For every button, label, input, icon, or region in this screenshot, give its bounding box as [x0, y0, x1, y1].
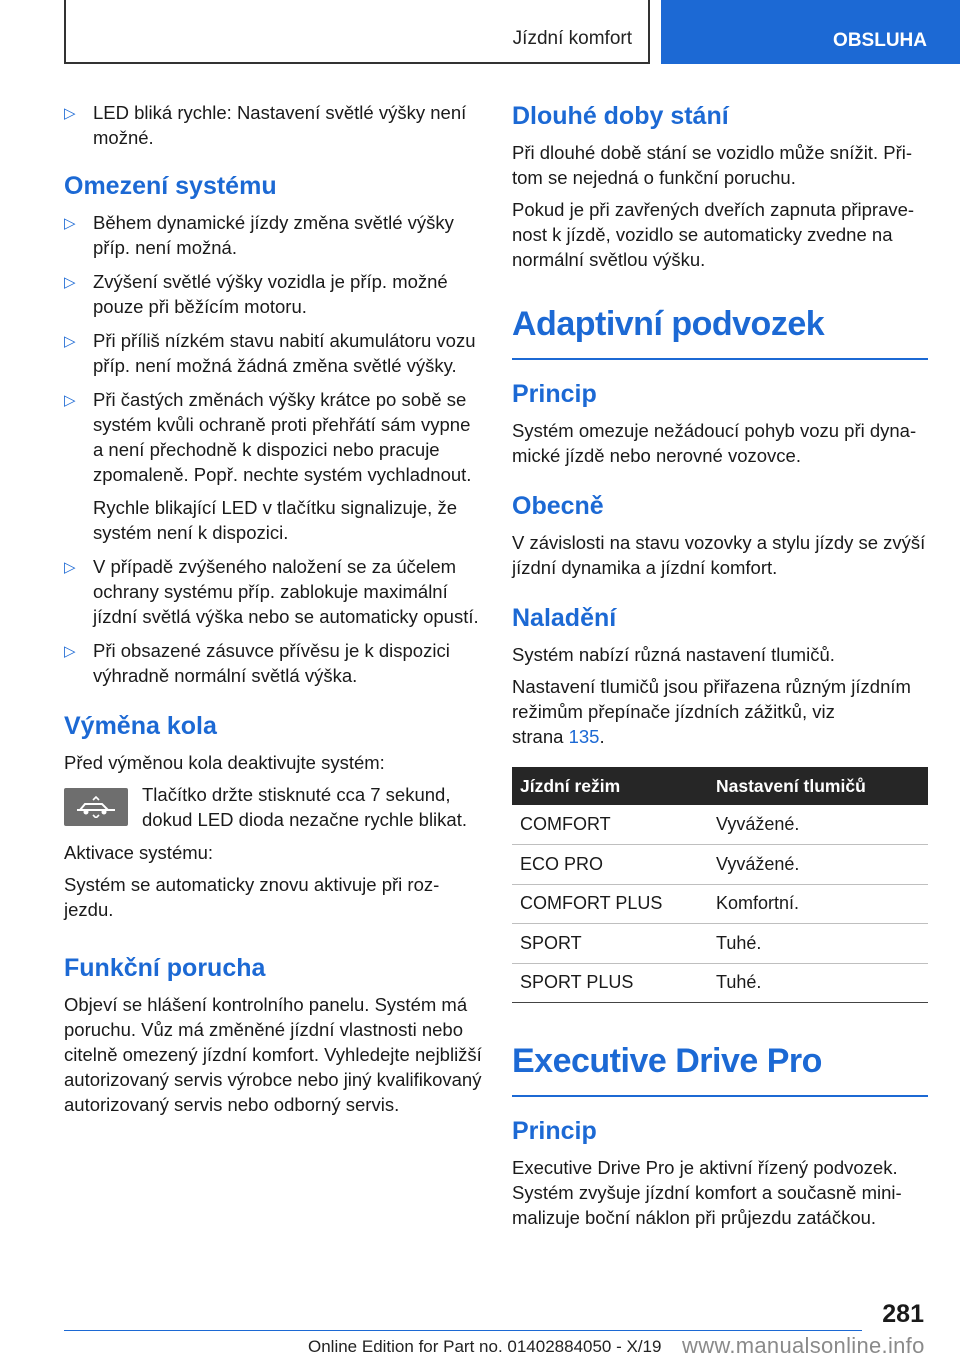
list-item: ▷ Během dynamické jízdy změna světlé výšky příp. není možná. — [64, 212, 454, 258]
executive-principle-text-1: Executive Drive Pro je aktivní řízený podvozek. — [512, 1157, 898, 1178]
malfunction-text: Objeví se hlášení kontrolního panelu. Systém má poruchu. Vůz má změněné jízdní vlastnosti nebo citelně omezený jízdní komfort. Vyhledejte nejbližší autorizovaný servis výrobce nebo jiný kvalifikovaný autorizovaný servis nebo odborný servis. — [64, 994, 482, 1115]
list-item: ▷ Při obsazené zásuvce přívěsu je k dispozici výhradně normální světlá výška. — [64, 640, 450, 686]
adaptive-principle-heading: Princip — [512, 380, 597, 408]
adaptive-tuning-text-2: Nastavení tlumičů jsou přiřazena různým jízdním režimům přepínače jízdních zážitků, viz strana 135. — [512, 676, 911, 747]
list-item: ▷ Při příliš nízkém stavu nabití akumulátoru vozu příp. není možná žádná změna světlé výšky. — [64, 330, 476, 376]
executive-drive-heading: Executive Drive Pro — [512, 1039, 928, 1097]
table-row — [512, 924, 928, 964]
table-header-cell: Jízdní režim — [512, 767, 708, 805]
long-parking-text-1: Při dlouhé době stání se vozidlo může snížit. Přitom se nejedná o funkční poruchu. — [512, 142, 913, 188]
table-cell: SPORT PLUS — [512, 963, 708, 1003]
table-row — [512, 845, 928, 885]
system-limits-heading: Omezení systému — [64, 172, 277, 200]
table-header-row — [512, 767, 928, 805]
list-item-note: Rychle blikající LED v tlačítku signalizuje, že systém není k dispozici. — [93, 497, 457, 543]
header-section-box — [64, 0, 650, 64]
table-cell: Komfortní. — [708, 884, 928, 924]
header-chapter-label: OBSLUHA — [833, 30, 927, 51]
table-row — [512, 963, 928, 1003]
adaptive-tuning-heading: Naladění — [512, 604, 617, 632]
activation-label: Aktivace systému: — [64, 842, 214, 863]
adaptive-general-text: V závislosti na stavu vozovky a stylu jízdy se zvýší jízdní dynamika a jízdní komfort. — [512, 532, 926, 578]
triangle-bullet-icon: ▷ — [64, 392, 76, 409]
list-item: ▷ Zvýšení světlé výšky vozidla je příp. možné pouze při běžícím motoru. — [64, 271, 448, 317]
adaptive-tuning-text-1: Systém nabízí různá nastavení tlumičů. — [512, 644, 835, 665]
triangle-bullet-icon: ▷ — [64, 274, 76, 291]
list-item: ▷ V případě zvýšeného naložení se za účelem ochrany systému příp. zablokuje maximální jízdní světlá výška nebo se automaticky opustí. — [64, 556, 479, 627]
list-item: ▷ LED bliká rychle: Nastavení světlé výšky není možné. — [64, 102, 467, 148]
right-column — [512, 100, 928, 1237]
adaptive-general-heading: Obecně — [512, 492, 604, 520]
executive-principle-heading: Princip — [512, 1117, 597, 1145]
car-lift-icon — [64, 788, 128, 826]
footer-divider — [64, 1330, 862, 1331]
triangle-bullet-icon: ▷ — [64, 333, 76, 350]
table-cell: ECO PRO — [512, 845, 708, 885]
table-cell: Vyvážené. — [708, 805, 928, 845]
table-header-cell: Nastavení tlumičů — [708, 767, 928, 805]
list-item: ▷ Při častých změnách výšky krátce po sobě se systém kvůli ochraně proti přehřátí sám vypne a není přechodně k dispozici nebo pracuje zpomaleně. Popř. nechte systém vychladnout. Rychle blikající LED v tlačítku signalizuje, že systém není k dispozici. — [64, 387, 482, 545]
page-number: 281 — [882, 1300, 924, 1328]
table-cell: COMFORT PLUS — [512, 884, 708, 924]
edition-text: Online Edition for Part no. 01402884050 - X/19 — [308, 1337, 662, 1356]
watermark-text: www.manualsonline.info — [682, 1333, 925, 1358]
triangle-bullet-icon: ▷ — [64, 215, 76, 232]
long-parking-heading: Dlouhé doby stání — [512, 102, 729, 130]
page-reference-link[interactable]: 135 — [568, 726, 600, 747]
table-cell: COMFORT — [512, 805, 708, 845]
table-cell: Tuhé. — [708, 924, 928, 964]
header-chapter-tab[interactable] — [661, 0, 960, 64]
triangle-bullet-icon: ▷ — [64, 105, 76, 122]
malfunction-heading: Funkční porucha — [64, 954, 266, 982]
system-limits-list — [64, 210, 482, 688]
triangle-bullet-icon: ▷ — [64, 643, 76, 660]
table-cell: Vyvážené. — [708, 845, 928, 885]
table-row — [512, 884, 928, 924]
header-section-title: Jízdní komfort — [512, 28, 632, 49]
wheel-change-heading: Výměna kola — [64, 712, 217, 740]
table-cell: SPORT — [512, 924, 708, 964]
long-parking-text-2: Pokud je při zavřených dveřích zapnuta připravenost k jízdě, vozidlo se automaticky zvedne na normální světlou výšku. — [512, 199, 915, 270]
damper-settings-table — [512, 767, 928, 1003]
executive-principle-text-2: Systém zvyšuje jízdní komfort a současně minimalizuje boční náklon při průjezdu zatáčkou. — [512, 1182, 902, 1228]
table-cell: Tuhé. — [708, 963, 928, 1003]
button-instruction-text: Tlačítko držte stisknuté cca 7 sekund, dokud LED dioda nezačne rychle blikat. — [142, 784, 467, 830]
wheel-change-intro: Před výměnou kola deaktivujte systém: — [64, 752, 385, 773]
intro-bullet-list — [64, 100, 482, 150]
adaptive-principle-text: Systém omezuje nežádoucí pohyb vozu při dynamické jízdě nebo nerovné vozovce. — [512, 420, 917, 466]
activation-text: Systém se automaticky znovu aktivuje při rozjezdu. — [64, 874, 440, 920]
table-row — [512, 805, 928, 845]
button-instruction — [64, 782, 482, 832]
triangle-bullet-icon: ▷ — [64, 559, 76, 576]
adaptive-chassis-heading: Adaptivní podvozek — [512, 302, 928, 360]
left-column — [64, 100, 482, 1124]
